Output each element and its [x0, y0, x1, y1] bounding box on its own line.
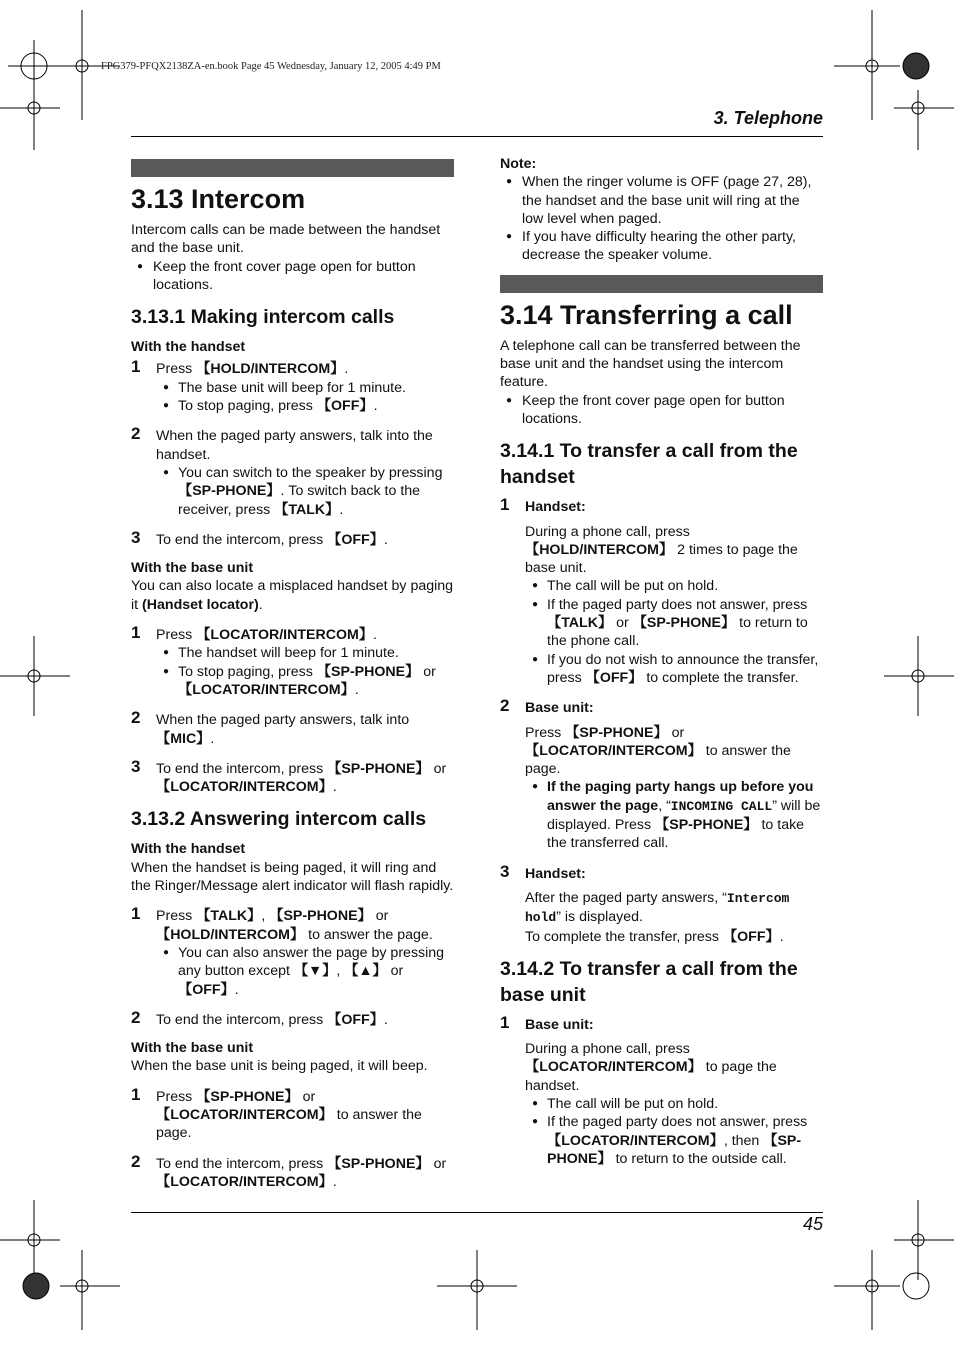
bullet: ● The call will be put on hold.	[525, 577, 823, 595]
step-1: 1 Press 【LOCATOR/INTERCOM】. ● The handset will beep for 1 minute. ● To stop paging, press 【SP-PHONE】 or 【LOCATOR/INTERCOM】.	[131, 626, 454, 699]
step-2: 2 To end the intercom, press 【OFF】.	[131, 1007, 388, 1028]
bullet: ● If the paged party does not answer, press 【TALK】 or 【SP-PHONE】 to return to the phone call.	[525, 596, 823, 651]
base-intro: You can also locate a misplaced handset by paging it (Handset locator).	[131, 578, 454, 613]
bullet: ● You can switch to the speaker by pressing 【SP-PHONE】. To switch back to the receiver, press 【TALK】.	[156, 464, 454, 519]
step-3: 3 Handset: After the paged party answers, “Intercom hold” is displayed. To complete the transfer, press 【OFF】.	[500, 861, 790, 945]
file-info-line: FPG379-PFQX2138ZA-en.book Page 45 Wednesday, January 12, 2005 4:49 PM	[101, 61, 441, 72]
step-1: 1 Handset: During a phone call, press 【HOLD/INTERCOM】 2 times to page the base unit. ● The call will be put on hold. ● If the paged party does not answer, press 【TALK】 or 【SP-PHONE】 to return to the phone call. ● If you do not wish to announce the transfer, press 【OFF】 to complete the transfer.	[500, 498, 823, 687]
step-3: 3 To end the intercom, press 【SP-PHONE】 or 【LOCATOR/INTERCOM】.	[131, 756, 447, 796]
footer-rule	[131, 1212, 823, 1213]
note-heading: Note:	[500, 156, 537, 172]
section-bar	[131, 159, 454, 177]
bullet: ● If you do not wish to announce the transfer, press 【OFF】 to complete the transfer.	[525, 651, 823, 688]
bullet: ● If the paging party hangs up before you answer the page, “INCOMING CALL” will be displayed. Press 【SP-PHONE】 to take the transferred call.	[525, 778, 823, 852]
step-1: 1 Press 【HOLD/INTERCOM】. ● The base unit will beep for 1 minute. ● To stop paging, press 【OFF】.	[131, 360, 454, 415]
subheading-with-handset: With the handset	[131, 841, 246, 858]
step-2: 2 When the paged party answers, talk into the handset. ● You can switch to the speaker by pressing 【SP-PHONE】. To switch back to the receiver, press 【TALK】.	[131, 427, 454, 518]
heading-answering-intercom: 3.13.2 Answering intercom calls	[131, 808, 427, 831]
subheading-with-base-unit: With the base unit	[131, 1040, 254, 1057]
step-1: 1 Press 【SP-PHONE】 or 【LOCATOR/INTERCOM】 to answer the page.	[131, 1084, 422, 1142]
step-2: 2 To end the intercom, press 【SP-PHONE】 or 【LOCATOR/INTERCOM】.	[131, 1151, 447, 1190]
subheading-with-base-unit: With the base unit	[131, 560, 254, 577]
note-bullet: ● If you have difficulty hearing the other party, decrease the speaker volume.	[500, 228, 823, 265]
step-1: 1 Base unit: During a phone call, press 【LOCATOR/INTERCOM】 to page the handset. ● The call will be put on hold. ● If the paged party does not answer, press 【LOCATOR/INTERCOM】, then 【SP-PHONE】 to return to the outside call.	[500, 1016, 823, 1168]
bullet: ● To stop paging, press 【OFF】.	[156, 397, 454, 415]
step-2: 2 Base unit: Press 【SP-PHONE】 or 【LOCATOR/INTERCOM】 to answer the page. ● If the paging party hangs up before you answer the page, “INCOMING CALL” will be displayed. Press 【SP-PHONE】 to take the transferred call.	[500, 699, 823, 852]
subheading-with-handset: With the handset	[131, 339, 246, 356]
step-3: 3 To end the intercom, press 【OFF】.	[131, 527, 388, 548]
intro-bullet: ● Keep the front cover page open for button locations.	[131, 258, 454, 295]
heading-transfer-from-base: 3.14.2 To transfer a call from the base unit	[500, 957, 798, 1006]
note-bullet: ● When the ringer volume is OFF (page 27, 28), the handset and the base unit will ring at the low level when paged.	[500, 173, 823, 228]
base-intro: When the base unit is being paged, it will beep.	[131, 1058, 428, 1075]
step-1: 1 Press 【TALK】, 【SP-PHONE】 or 【HOLD/INTERCOM】 to answer the page. ● You can also answer the page by pressing any button except 【▼】, 【▲】 or 【OFF】.	[131, 907, 454, 998]
step-2: 2 When the paged party answers, talk into 【MIC】.	[131, 708, 410, 747]
intro-text: Intercom calls can be made between the handset and the base unit.	[131, 222, 441, 257]
bullet: ● The handset will beep for 1 minute.	[156, 644, 454, 662]
intro-text: A telephone call can be transferred between the base unit and the handset using the intercom feature.	[500, 337, 801, 391]
bullet: ● The base unit will beep for 1 minute.	[156, 379, 454, 397]
bullet: ● To stop paging, press 【SP-PHONE】 or 【LOCATOR/INTERCOM】.	[156, 663, 454, 700]
left-column	[131, 159, 454, 1191]
bullet: ● If the paged party does not answer, press 【LOCATOR/INTERCOM】, then 【SP-PHONE】 to return to the outside call.	[525, 1113, 823, 1168]
section-title-intercom: 3.13 Intercom	[131, 184, 306, 214]
handset-intro: When the handset is being paged, it will ring and the Ringer/Message alert indicator will flash rapidly.	[131, 859, 454, 895]
section-bar	[500, 275, 823, 293]
running-head: 3. Telephone	[713, 108, 823, 128]
header-rule	[131, 136, 823, 137]
right-column	[500, 155, 823, 1168]
heading-transfer-from-handset: 3.14.1 To transfer a call from the handset	[500, 440, 798, 489]
section-title-transferring: 3.14 Transferring a call	[500, 299, 793, 330]
heading-making-intercom: 3.13.1 Making intercom calls	[131, 306, 395, 329]
bullet: ● You can also answer the page by pressing any button except 【▼】, 【▲】 or 【OFF】.	[156, 944, 454, 999]
page-number: 45	[802, 1214, 823, 1234]
intro-bullet: ● Keep the front cover page open for button locations.	[500, 392, 823, 429]
bullet: ● The call will be put on hold.	[525, 1095, 823, 1113]
